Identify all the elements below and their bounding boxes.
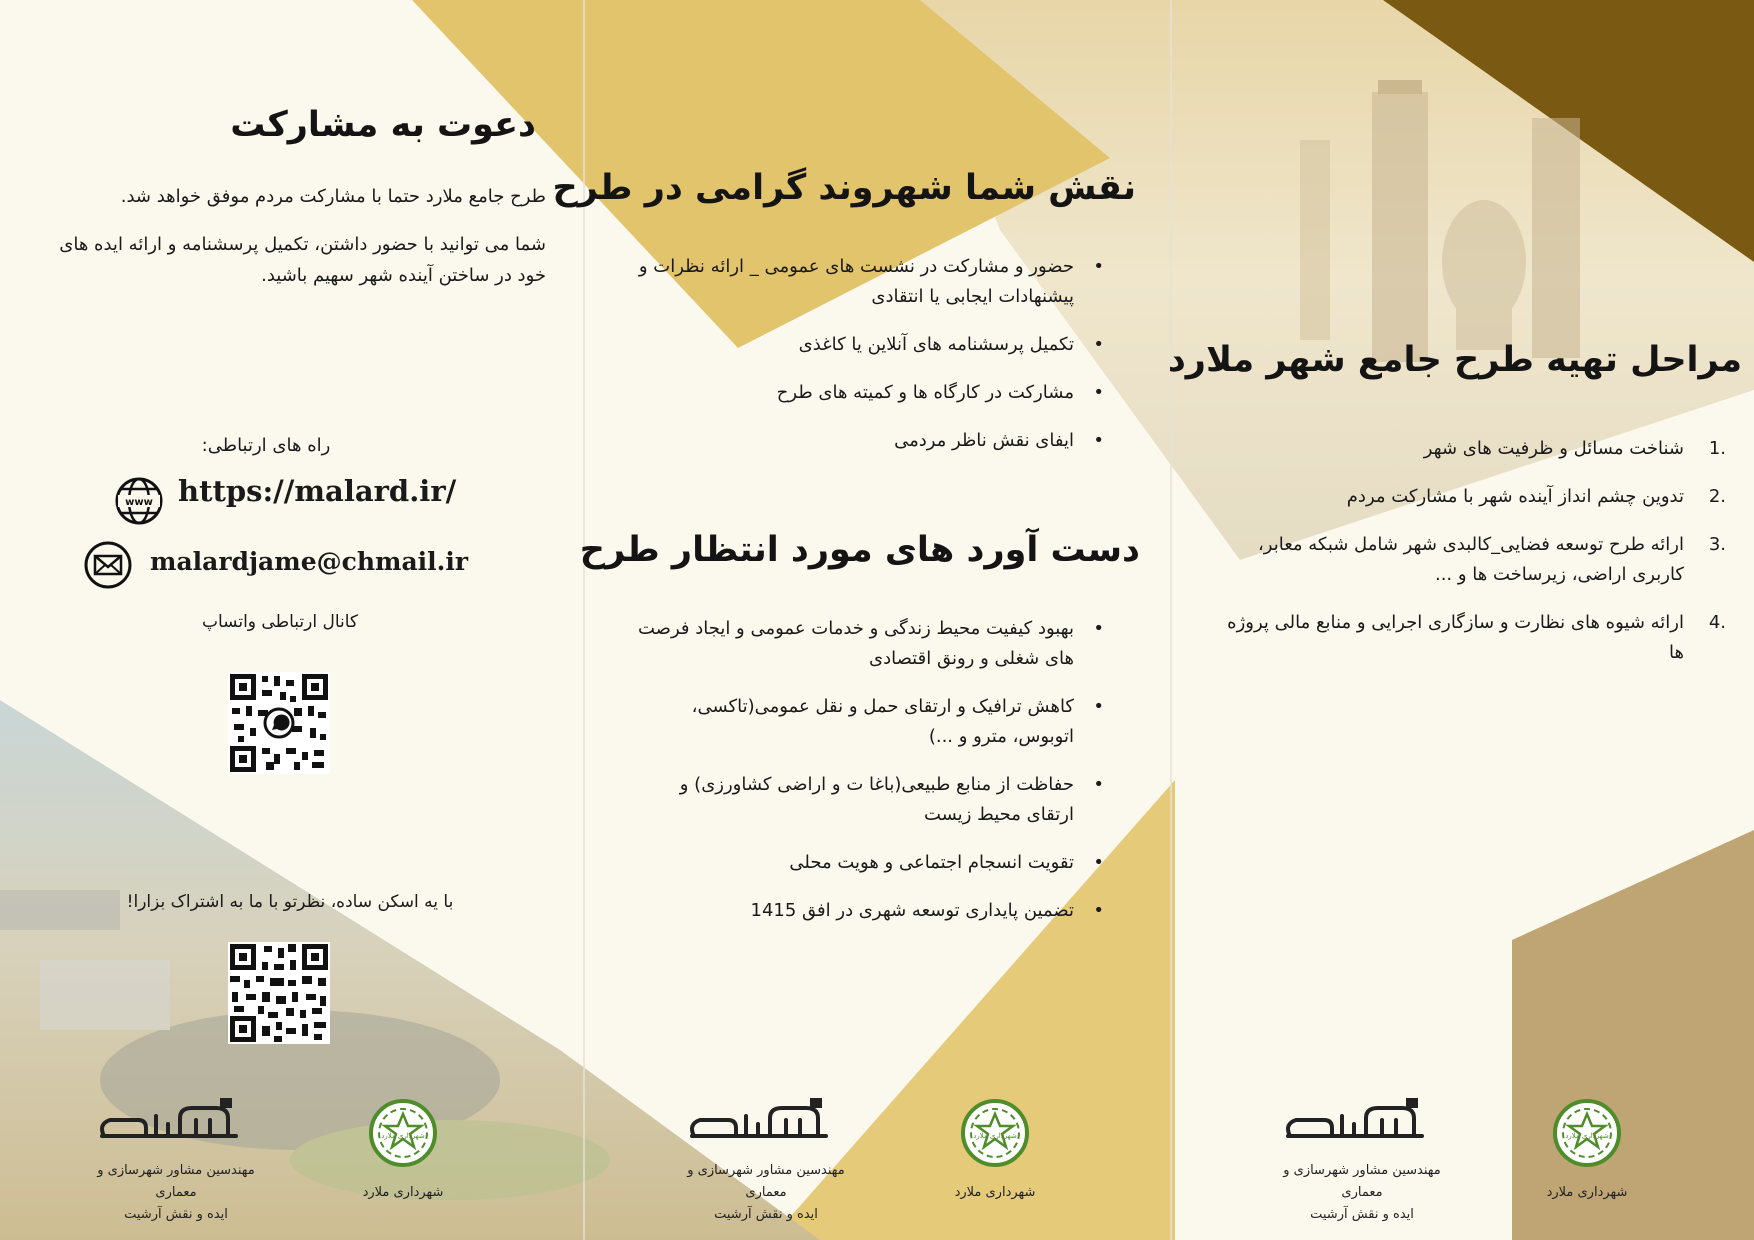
list-item: • ایفای نقش ناظر مردمی bbox=[626, 426, 1106, 456]
consultant-name: مهندسین مشاور شهرسازی و معماری ایده و نقش آرشیت bbox=[1283, 1163, 1441, 1222]
list-item: 3. ارائه طرح توسعه فضایی_کالبدی شهر شامل شبکه معابر، کاربری اراضی، زیرساخت ها و ... bbox=[1257, 534, 1726, 585]
list-item: • تکمیل پرسشنامه های آنلاین یا کاغذی bbox=[626, 330, 1106, 360]
malard-municipality-seal bbox=[368, 1098, 438, 1168]
archit-logo bbox=[96, 1096, 246, 1144]
list-item: • مشارکت در کارگاه ها و کمیته های طرح bbox=[626, 378, 1106, 408]
steps-list bbox=[1216, 434, 1726, 686]
list-item: • تضمین پایداری توسعه شهری در افق 1415 bbox=[636, 896, 1106, 926]
municipality-label: شهرداری ملارد bbox=[1546, 1185, 1628, 1200]
globe-icon bbox=[114, 476, 164, 526]
whatsapp-label: کانال ارتباطی واتساپ bbox=[201, 612, 359, 632]
archit-logo bbox=[1282, 1096, 1432, 1144]
website-link[interactable]: https://malard.ir/ bbox=[178, 474, 457, 508]
list-item: • حضور و مشارکت در نشست های عمومی _ ارائه نظرات و پیشنهادات ایجابی یا انتقادی bbox=[626, 252, 1106, 312]
email-link[interactable]: malardjame@chmail.ir bbox=[150, 547, 469, 576]
list-item: 2. تدوین چشم انداز آینده شهر با مشارکت مردم bbox=[1346, 486, 1726, 507]
svg-text:شهرداری ملارد: شهرداری ملارد bbox=[381, 1132, 425, 1140]
svg-text:شهرداری ملارد: شهرداری ملارد bbox=[1565, 1132, 1609, 1140]
list-item: 1. شناخت مسائل و ظرفیت های شهر bbox=[1423, 438, 1726, 459]
consultant-name: مهندسین مشاور شهرسازی و معماری ایده و نقش آرشیت bbox=[97, 1163, 255, 1222]
invite-paragraph-1: طرح جامع ملارد حتما با مشارکت مردم موفق خواهد شد. bbox=[120, 186, 546, 207]
list-item: • حفاظت از منابع طبیعی(باغا ت و اراضی کشاورزی) و ارتقای محیط زیست bbox=[636, 770, 1106, 830]
municipality-label: شهرداری ملارد bbox=[362, 1185, 444, 1200]
tan-shape-bottom-right bbox=[1512, 830, 1754, 1240]
outcomes-list bbox=[636, 614, 1106, 944]
svg-text:شهرداری ملارد: شهرداری ملارد bbox=[973, 1132, 1017, 1140]
envelope-icon bbox=[83, 540, 133, 590]
malard-municipality-seal bbox=[960, 1098, 1030, 1168]
list-item: • بهبود کیفیت محیط زندگی و خدمات عمومی و ایجاد فرصت های شغلی و رونق اقتصادی bbox=[636, 614, 1106, 674]
scan-label: با یه اسکن ساده، نظرتو با ما به اشتراک بزارا! bbox=[126, 892, 454, 912]
invite-paragraph-2: شما می توانید با حضور داشتن، تکمیل پرسشنامه و ارائه ایده های خود در ساختن آینده شهر سهیم باشید. bbox=[59, 234, 546, 286]
list-item: • کاهش ترافیک و ارتقای حمل و نقل عمومی(تاکسی، اتوبوس، مترو و ...) bbox=[636, 692, 1106, 752]
role-title: نقش شما شهروند گرامی در طرح bbox=[552, 168, 1136, 208]
list-item: 4. ارائه شیوه های نظارت و سازگاری اجرایی و منابع مالی پروژه ها bbox=[1227, 612, 1726, 663]
contact-label: راه های ارتباطی: bbox=[201, 435, 331, 456]
malard-municipality-seal bbox=[1552, 1098, 1622, 1168]
list-item: • تقویت انسجام اجتماعی و هویت محلی bbox=[636, 848, 1106, 878]
role-list bbox=[626, 252, 1106, 474]
survey-qr-code[interactable] bbox=[228, 942, 330, 1044]
archit-logo bbox=[686, 1096, 836, 1144]
right-panel-title: مراحل تهیه طرح جامع شهر ملارد bbox=[1167, 340, 1742, 380]
consultant-name: مهندسین مشاور شهرسازی و معماری ایده و نقش آرشیت bbox=[687, 1163, 845, 1222]
outcomes-title: دست آورد های مورد انتظار طرح bbox=[579, 530, 1140, 570]
invite-title: دعوت به مشارکت bbox=[230, 105, 536, 145]
svg-text:www: www bbox=[125, 497, 153, 508]
whatsapp-qr-code[interactable] bbox=[228, 672, 330, 774]
municipality-label: شهرداری ملارد bbox=[954, 1185, 1036, 1200]
